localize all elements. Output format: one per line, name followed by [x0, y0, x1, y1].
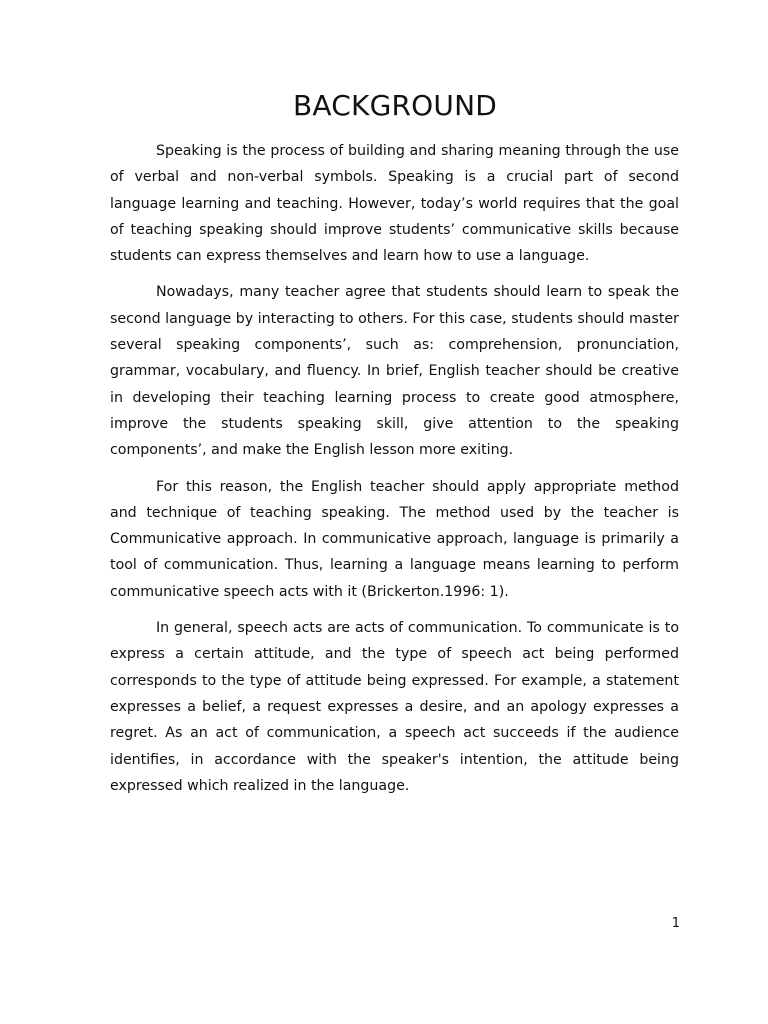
paragraph-teacher-agreement: Nowadays, many teacher agree that students should learn to speak the second language by interacting to others. For this case, students should master several speaking components’, such as: comprehension, pronunciation, grammar, vocabulary, and fluency. In brief, English teacher should be creative in developing their teaching learning process to create good atmosphere, improve the students speaking skill, give attention to the speaking components’, and make the English lesson more exiting. — [110, 284, 679, 459]
page-number: 1 — [671, 916, 680, 931]
paragraph-speech-acts: In general, speech acts are acts of communication. To communicate is to express a certain attitude, and the type of speech act being performed corresponds to the type of attitude being expressed. For example, a statement expresses a belief, a request expresses a desire, and an apology expresses a regret. As an act of communication, a speech act succeeds if the audience identifies, in accordance with the speaker's intention, the attitude being expressed which realized in the language. — [110, 620, 679, 794]
paragraph-speaking-definition: Speaking is the process of building and sharing meaning through the use of verbal and non-verbal symbols. Speaking is a crucial part of second language learning and teaching. However, today’s world requires that the goal of teaching speaking should improve students’ communicative skills because students can express themselves and learn how to use a language. — [110, 143, 679, 265]
paragraph-method: For this reason, the English teacher should apply appropriate method and technique of teaching speaking. The method used by the teacher is Communicative approach. In communicative approach, language is primarily a tool of communication. Thus, learning a language means learning to perform communicative speech acts with it (Brickerton.1996: 1). — [110, 478, 679, 600]
document-body — [110, 138, 679, 809]
page-title: BACKGROUND — [293, 89, 497, 122]
